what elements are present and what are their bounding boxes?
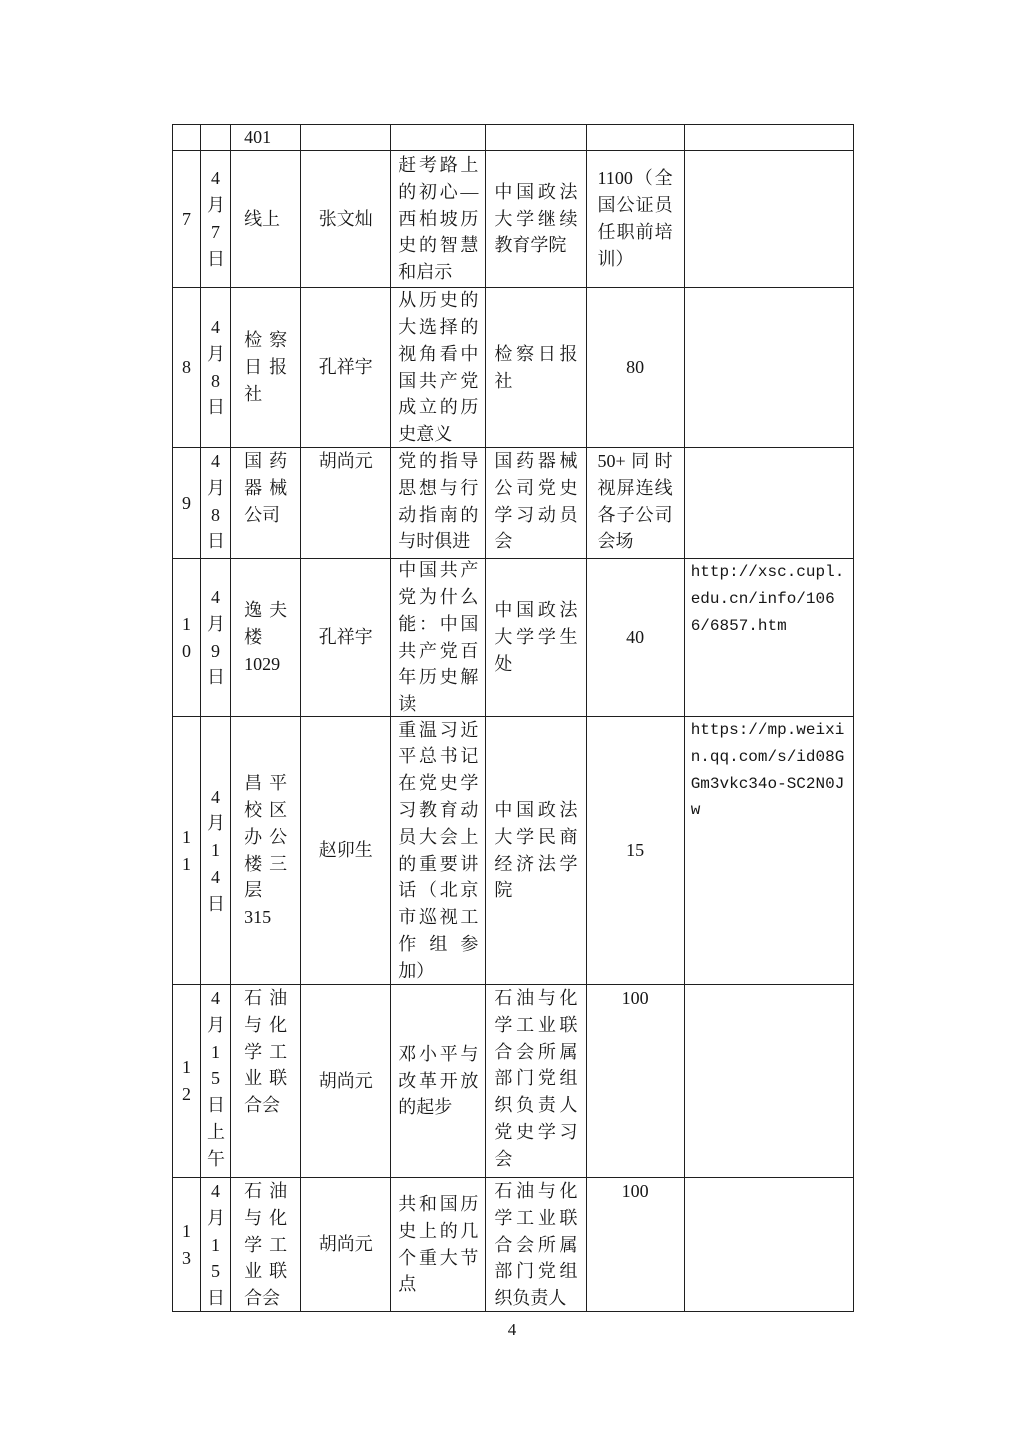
cell-r12-date <box>201 985 231 1178</box>
cell-r11-speaker <box>301 717 391 985</box>
cell-r11-url <box>684 717 853 985</box>
table-row-12 <box>173 985 854 1178</box>
table-row-13 <box>173 1178 854 1312</box>
cell-r9-speaker <box>301 448 391 559</box>
cell-cont-date <box>201 125 231 151</box>
cell-r8-location <box>231 288 301 448</box>
cell-text: 胡尚元 <box>318 1070 373 1091</box>
cell-text: 孔祥宇 <box>318 627 373 648</box>
cell-r9-date <box>201 448 231 559</box>
cell-text: 4月8日 <box>207 316 226 418</box>
cell-text <box>301 125 390 150</box>
cell-text: 胡尚元 <box>318 1234 373 1255</box>
cell-r13-organizer <box>486 1178 586 1312</box>
cell-text: 国药器械公司 <box>244 451 288 525</box>
cell-text: 50+同时视屏连线各子公司会场 <box>597 451 673 552</box>
cell-cont-num <box>173 125 201 151</box>
cell-r10-topic <box>391 559 486 717</box>
cell-text: 胡尚元 <box>318 451 373 471</box>
cell-text: 11 <box>182 826 192 874</box>
cell-text: http://xsc.cupl.edu.cn/info/1066/6857.htm <box>690 563 845 635</box>
cell-r9-location <box>231 448 301 559</box>
cell-r8-topic <box>391 288 486 448</box>
cell-text <box>685 985 853 1177</box>
cell-r7-count <box>586 151 684 288</box>
cell-r11-count <box>586 717 684 985</box>
cell-text: 4月9日 <box>207 586 226 688</box>
cell-text <box>201 125 230 150</box>
cell-text <box>685 1178 853 1311</box>
cell-text: 从历史的大选择的视角看中国共产党成立的历史意义 <box>398 290 479 445</box>
cell-r12-speaker <box>301 985 391 1178</box>
cell-r13-speaker <box>301 1178 391 1312</box>
cell-r7-num <box>173 151 201 288</box>
cell-text: 逸夫楼1029 <box>244 600 288 674</box>
cell-text: 4月8日 <box>207 451 226 552</box>
cell-text: 国药器械公司党史学习动员会 <box>494 451 578 552</box>
cell-r13-num <box>173 1178 201 1312</box>
table-row-9 <box>173 448 854 559</box>
cell-text <box>173 125 200 150</box>
cell-r7-location <box>231 151 301 288</box>
cell-text: 检察日报社 <box>494 343 578 391</box>
cell-text: 共和国历史上的几个重大节点 <box>398 1193 479 1295</box>
cell-r11-location <box>231 717 301 985</box>
cell-text <box>685 288 853 447</box>
cell-text: 40 <box>626 627 645 648</box>
cell-r13-location <box>231 1178 301 1312</box>
cell-r8-date <box>201 288 231 448</box>
cell-text: 昌平校区办公楼三层315 <box>244 773 288 928</box>
cell-text: 石油与化学工业联合会所属部门党组织负责人党史学习会 <box>494 988 578 1169</box>
cell-r10-url <box>684 559 853 717</box>
cell-r11-organizer <box>486 717 586 985</box>
cell-r10-num <box>173 559 201 717</box>
cell-r13-count <box>586 1178 684 1312</box>
cell-r10-count <box>586 559 684 717</box>
cell-text: 15 <box>626 840 645 861</box>
cell-text: https://mp.weixin.qq.com/s/id08GGm3vkc34o-SC2N0Jw <box>690 721 845 820</box>
cell-r7-date <box>201 151 231 288</box>
cell-text: 线上 <box>244 208 281 229</box>
cell-text: 邓小平与改革开放的起步 <box>398 1043 479 1118</box>
cell-text: 4月7日 <box>207 168 226 269</box>
table-row-8 <box>173 288 854 448</box>
cell-text: 100 <box>621 1181 649 1201</box>
cell-text: 100 <box>621 988 649 1008</box>
cell-text: 石油与化学工业联合会 <box>244 988 288 1116</box>
cell-text: 4月15日上午 <box>207 988 226 1169</box>
cell-text <box>391 125 485 150</box>
cell-text: 张文灿 <box>318 208 373 229</box>
cell-text: 党的指导思想与行动指南的与时俱进 <box>398 451 479 552</box>
cell-r12-url <box>684 985 853 1178</box>
cell-text: 石油与化学工业联合会所属部门党组织负责人 <box>494 1181 578 1309</box>
cell-r8-count <box>586 288 684 448</box>
cell-text: 10 <box>182 613 192 661</box>
cell-r12-topic <box>391 985 486 1178</box>
cell-text: 检察日报社 <box>244 330 288 404</box>
cell-text: 7 <box>182 208 192 229</box>
cell-cont-topic <box>391 125 486 151</box>
cell-r8-speaker <box>301 288 391 448</box>
cell-text: 80 <box>626 357 645 378</box>
cell-text: 13 <box>182 1220 192 1268</box>
cell-text: 中国共产党为什么能：中国共产党百年历史解读 <box>398 560 479 715</box>
cell-text: 8 <box>182 357 192 378</box>
cell-text: 中国政法大学继续教育学院 <box>494 181 578 256</box>
table-row-11 <box>173 717 854 985</box>
cell-text: 赵卯生 <box>318 840 373 861</box>
cell-r10-organizer <box>486 559 586 717</box>
cell-text: 赶考路上的初心—西柏坡历史的智慧和启示 <box>398 155 479 283</box>
cell-cont-speaker <box>301 125 391 151</box>
cell-text <box>486 125 585 150</box>
cell-r8-num <box>173 288 201 448</box>
cell-r9-num <box>173 448 201 559</box>
cell-text: 1100（全国公证员任职前培训） <box>597 168 673 269</box>
cell-cont-url <box>684 125 853 151</box>
cell-r13-url <box>684 1178 853 1312</box>
table-row-continued <box>173 125 854 151</box>
cell-text: 中国政法大学学生处 <box>494 600 578 674</box>
cell-r9-url <box>684 448 853 559</box>
cell-text: 孔祥宇 <box>318 357 373 378</box>
table-row-7 <box>173 151 854 288</box>
cell-text <box>685 448 853 558</box>
cell-r7-speaker <box>301 151 391 288</box>
cell-cont-organizer <box>486 125 586 151</box>
cell-r12-organizer <box>486 985 586 1178</box>
cell-r7-organizer <box>486 151 586 288</box>
cell-text: 中国政法大学民商经济法学院 <box>494 799 578 901</box>
cell-text: 401 <box>244 127 272 148</box>
table-row-10 <box>173 559 854 717</box>
cell-r7-topic <box>391 151 486 288</box>
cell-text <box>685 151 853 287</box>
cell-r8-url <box>684 288 853 448</box>
cell-r10-speaker <box>301 559 391 717</box>
cell-text: 9 <box>182 492 192 513</box>
cell-r13-date <box>201 1178 231 1312</box>
cell-text: 石油与化学工业联合会 <box>244 1181 288 1309</box>
cell-text: 4月15日 <box>207 1181 226 1309</box>
cell-r13-topic <box>391 1178 486 1312</box>
cell-r7-url <box>684 151 853 288</box>
cell-text <box>587 125 684 150</box>
cell-r11-num <box>173 717 201 985</box>
lecture-schedule-table <box>172 124 854 1312</box>
cell-r10-location <box>231 559 301 717</box>
cell-r11-date <box>201 717 231 985</box>
cell-text: 12 <box>182 1057 192 1104</box>
cell-r11-topic <box>391 717 486 985</box>
cell-text <box>685 125 853 150</box>
cell-r8-organizer <box>486 288 586 448</box>
cell-r12-num <box>173 985 201 1178</box>
cell-r9-count <box>586 448 684 559</box>
cell-text: 4月14日 <box>207 786 226 914</box>
cell-r10-date <box>201 559 231 717</box>
cell-r12-location <box>231 985 301 1178</box>
cell-r9-organizer <box>486 448 586 559</box>
cell-r12-count <box>586 985 684 1178</box>
cell-cont-location <box>231 125 301 151</box>
cell-r9-topic <box>391 448 486 559</box>
cell-cont-count <box>586 125 684 151</box>
cell-text: 重温习近平总书记在党史学习教育动员大会上的重要讲话（北京市巡视工作组参加） <box>398 719 479 981</box>
page-number: 4 <box>507 1320 517 1339</box>
